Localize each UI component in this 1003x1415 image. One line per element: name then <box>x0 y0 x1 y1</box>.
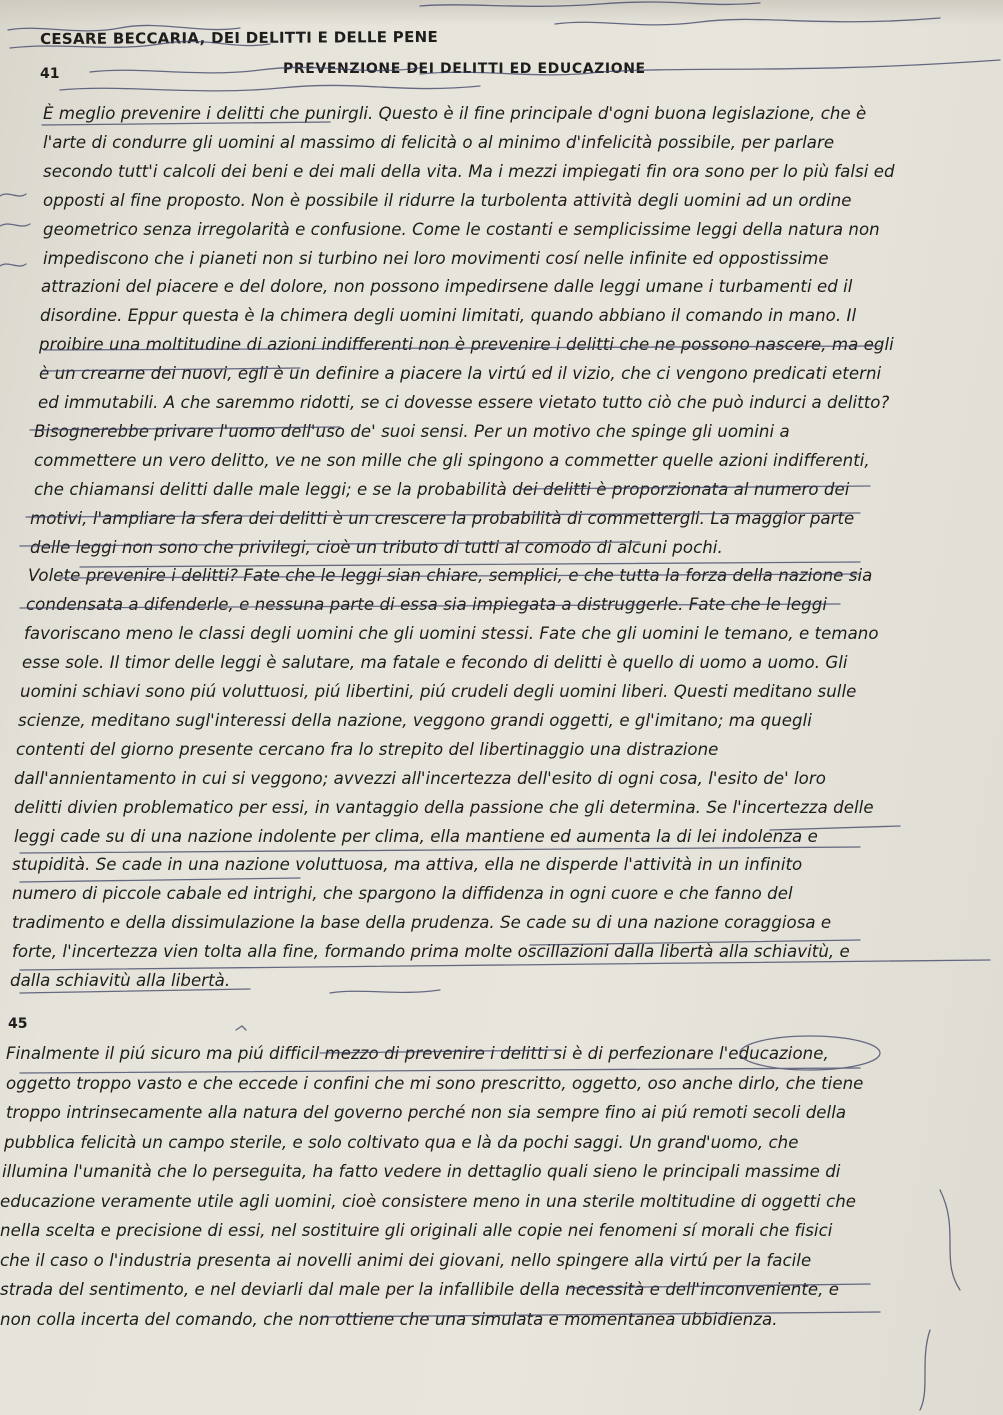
text-line: scienze, meditano sugl'interessi della nazione, veggono grandi oggetti, e gl'imitano; ma quegli <box>18 710 812 730</box>
text-line: commettere un vero delitto, ve ne son mille che gli spingono a commetter quelle azioni indifferenti, <box>34 450 870 470</box>
text-line: È meglio prevenire i delitti che punirgli. Questo è il fine principale d'ogni buona legislazione, che è <box>43 104 867 123</box>
text-line: Volete prevenire i delitti? Fate che le leggi sian chiare, semplici, e che tutta la forza della nazione sia <box>28 566 873 586</box>
text-line: è un crearne dei nuovi, egli è un definire a piacere la virtú ed il vizio, che ci vengono predicati eterni <box>39 364 882 384</box>
text-line: favoriscano meno le classi degli uomini che gli uomini stessi. Fate che gli uomini le temano, e temano <box>24 624 879 644</box>
text-line: strada del sentimento, e nel deviarli dal male per la infallibile della necessità e dell'inconveniente, e <box>0 1280 840 1299</box>
text-line: dall'annientamento in cui si veggono; avvezzi all'incertezza dell'esito di ogni cosa, l'esito de' loro <box>14 768 826 788</box>
section-title: PREVENZIONE DEI DELITTI ED EDUCAZIONE <box>283 61 646 77</box>
text-line: che chiamansi delitti dalle male leggi; e se la probabilità dei delitti è proporzionata al numero dei <box>34 479 850 499</box>
text-line: opposti al fine proposto. Non è possibile il ridurre la turbolenta attività degli uomini ad un ordine <box>43 190 852 210</box>
text-line: non colla incerta del comando, che non ottiene che una simulata e momentanea ubbidienza. <box>0 1309 778 1329</box>
text-line: educazione veramente utile agli uomini, cioè consistere meno in una sterile moltitudine di oggetti che <box>0 1191 857 1211</box>
text-line: nella scelta e precisione di essi, nel sostituire gli originali alle copie nei fenomeni sí morali che fisici <box>0 1221 833 1240</box>
text-line: che il caso o l'industria presenta ai novelli animi dei giovani, nello spingere alla virtú per la facile <box>0 1250 812 1270</box>
text-line: delle leggi non sono che privilegi, cioè un tributo di tutti al comodo di alcuni pochi. <box>30 537 723 557</box>
section-number-45: 45 <box>8 1016 28 1032</box>
text-line: delitti divien problematico per essi, in vantaggio della passione che gli determina. Se l'incertezza delle <box>14 797 874 817</box>
text-line: Finalmente il piú sicuro ma piú difficil mezzo di prevenire i delitti si è di perfezionare l'educazione, <box>6 1044 829 1063</box>
text-line: geometrico senza irregolarità e confusione. Come le costanti e semplicissime leggi della natura non <box>43 219 880 239</box>
text-line: attrazioni del piacere e del dolore, non possono impedirsene dalle leggi umane i turbamenti ed il <box>41 277 853 297</box>
text-line: uomini schiavi sono piú voluttuosi, piú libertini, piú crudeli degli uomini liberi. Questi meditano sulle <box>20 682 857 701</box>
text-line: Bisognerebbe privare l'uomo dell'uso de' suoi sensi. Per un motivo che spinge gli uomini a <box>34 421 790 441</box>
page-top-shadow <box>0 0 1003 26</box>
text-line: proibire una moltitudine di azioni indifferenti non è prevenire i delitti che ne possono nascere, ma egli <box>39 335 894 355</box>
document-header-title: CESARE BECCARIA, DEI DELITTI E DELLE PENE <box>40 27 439 48</box>
text-line: illumina l'umanità che lo perseguita, ha fatto vedere in dettaglio quali sieno le principali massime di <box>2 1162 841 1181</box>
section-number-41: 41 <box>40 66 60 82</box>
text-line: numero di piccole cabale ed intrighi, che spargono la diffidenza in ogni cuore e che fanno del <box>12 884 793 904</box>
text-line: tradimento e della dissimulazione la base della prudenza. Se cade su di una nazione coraggiosa e <box>12 913 832 933</box>
text-line: motivi, l'ampliare la sfera dei delitti è un crescere la probabilità di commettergli. La maggior parte <box>30 508 855 528</box>
text-line: forte, l'incertezza vien tolta alla fine, formando prima molte oscillazioni dalla libertà alla schiavitù, e <box>12 942 850 962</box>
text-line: dalla schiavitù alla libertà. <box>10 971 231 990</box>
text-line: oggetto troppo vasto e che eccede i confini che mi sono prescritto, oggetto, oso anche dirlo, che tiene <box>6 1073 864 1093</box>
text-line: contenti del giorno presente cercano fra lo strepito del libertinaggio una distrazione <box>16 739 719 759</box>
text-line: condensata a difenderle, e nessuna parte di essa sia impiegata a distruggerle. Fate che le leggi <box>26 595 827 615</box>
text-line: leggi cade su di una nazione indolente per clima, ella mantiene ed aumenta la di lei indolenza e <box>14 826 818 846</box>
text-line: troppo intrinsecamente alla natura del governo perché non sia sempre fino ai piú remoti secoli della <box>6 1103 847 1122</box>
text-line: esse sole. Il timor delle leggi è salutare, ma fatale e fecondo di delitti è quello di uomo a uomo. Gli <box>22 653 848 673</box>
text-line: ed immutabili. A che saremmo ridotti, se ci dovesse essere vietato tutto ciò che può indurci a delitto? <box>38 393 890 412</box>
text-line: stupidità. Se cade in una nazione voluttuosa, ma attiva, ella ne disperde l'attività in un infinito <box>12 855 803 875</box>
text-line: l'arte di condurre gli uomini al massimo di felicità o al minimo d'infelicità possibile, per parlare <box>43 132 835 152</box>
text-line: impediscono che i pianeti non si turbino nei loro movimenti cosí nelle infinite ed oppostissime <box>43 248 829 268</box>
text-line: pubblica felicità un campo sterile, e solo coltivato qua e là da pochi saggi. Un grand'uomo, che <box>4 1132 799 1152</box>
text-line: disordine. Eppur questa è la chimera degli uomini limitati, quando abbiano il comando in mano. Il <box>40 306 857 326</box>
text-line: secondo tutt'i calcoli dei beni e dei mali della vita. Ma i mezzi impiegati fin ora sono per lo più falsi ed <box>43 161 895 181</box>
